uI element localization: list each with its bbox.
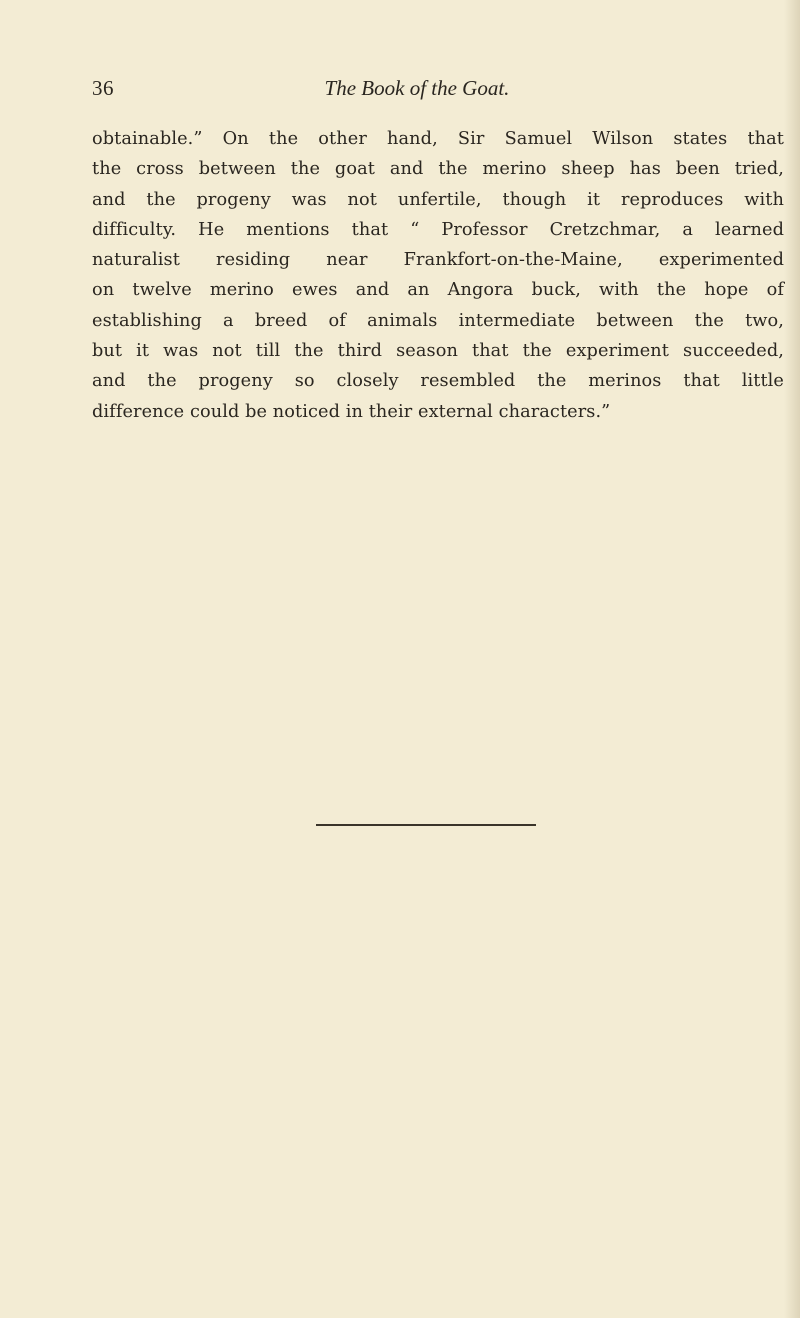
- text-line: difficulty. He mentions that “ Professor Cretzchmar, a learned: [92, 219, 784, 240]
- running-head: [92, 76, 696, 108]
- text-line: on twelve merino ewes and an Angora buck, with the hope of: [92, 280, 784, 301]
- section-end-rule: [316, 824, 536, 826]
- text-line: but it was not till the third season that the experiment succeeded,: [92, 341, 784, 362]
- page-edge-shadow: [784, 0, 800, 1318]
- text-line: obtainable.” On the other hand, Sir Samuel Wilson states that: [92, 129, 784, 149]
- text-line: establishing a breed of animals intermediate between the two,: [92, 310, 784, 331]
- running-title: The Book of the Goat.: [324, 76, 510, 100]
- text-line: naturalist residing near Frankfort-on-the-Maine, experimented: [92, 250, 784, 271]
- body-paragraph: [92, 124, 784, 427]
- text-line: and the progeny was not unfertile, though it reproduces with: [92, 189, 784, 210]
- page-number: 36: [92, 76, 114, 100]
- text-line: and the progeny so closely resembled the merinos that little: [92, 371, 784, 392]
- text-line: the cross between the goat and the merino sheep has been tried,: [92, 159, 784, 180]
- text-line: difference could be noticed in their external characters.”: [92, 401, 611, 422]
